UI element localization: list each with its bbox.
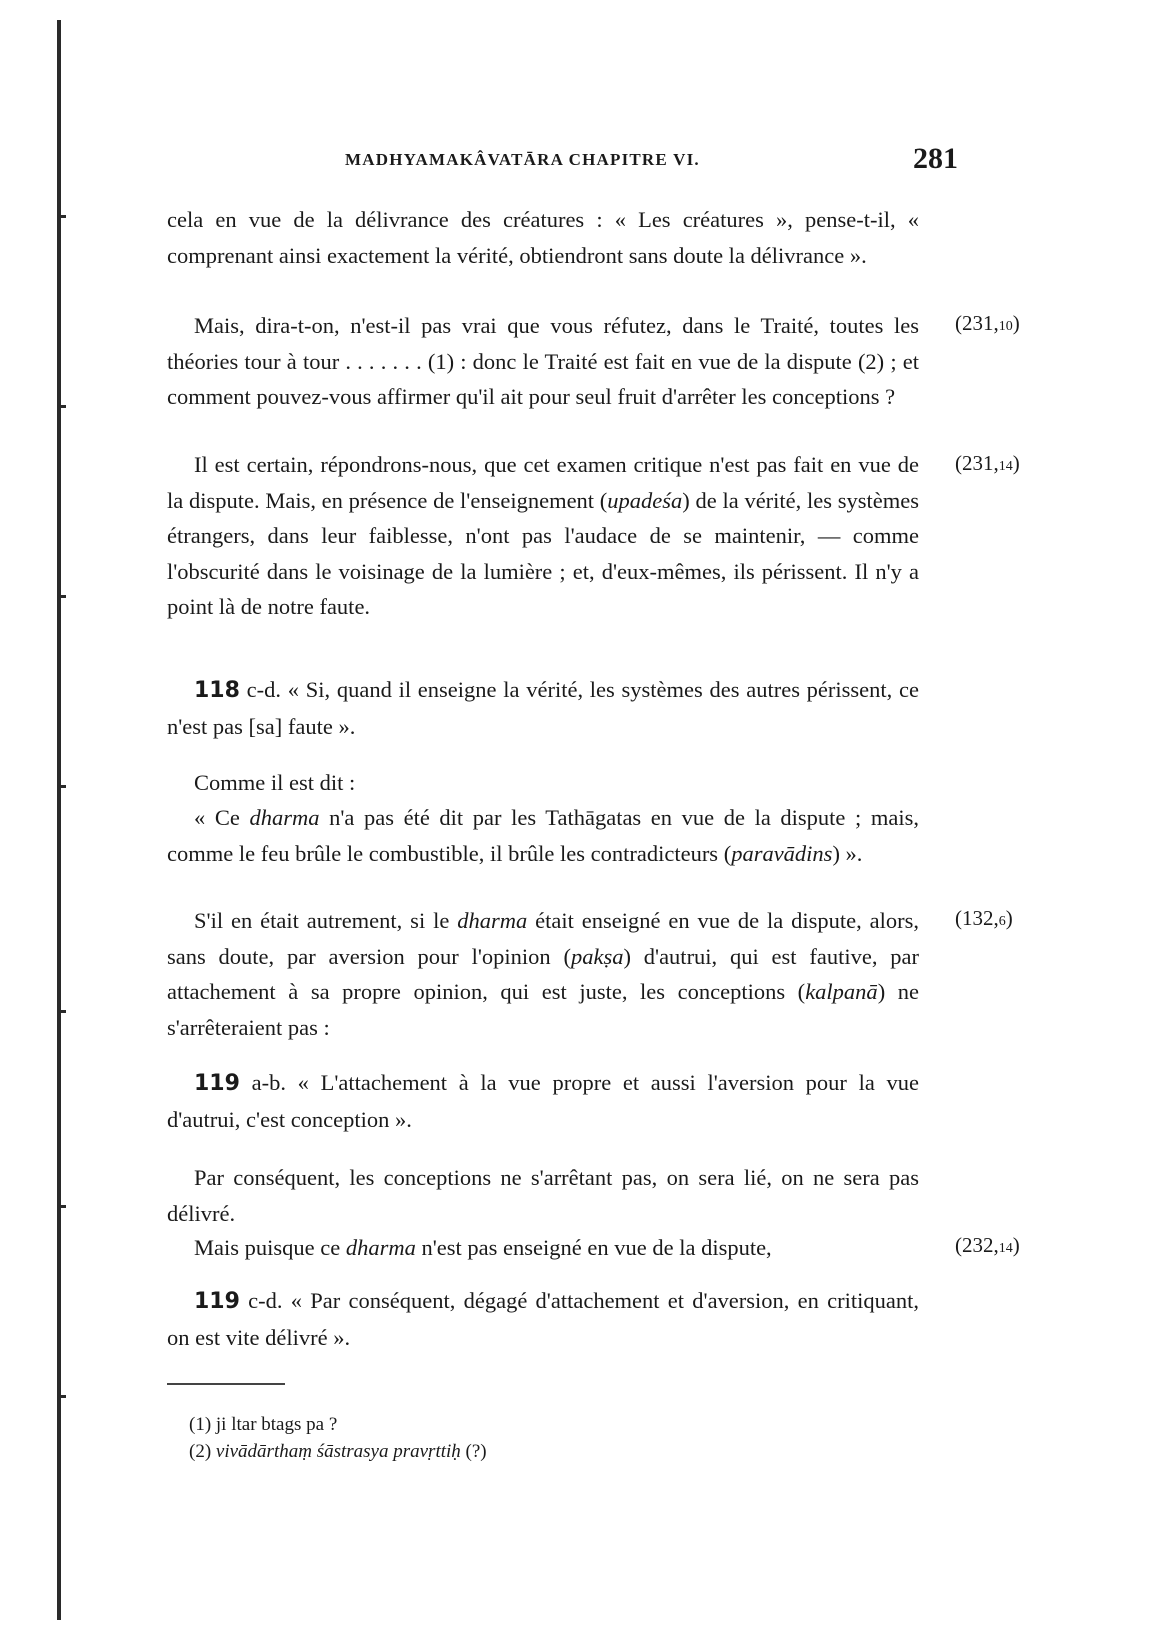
binding-mark	[60, 405, 66, 408]
binding-mark	[60, 215, 66, 218]
running-header: MADHYAMAKÂVATĀRA CHAPITRE VI.	[345, 150, 700, 169]
paragraph-8: Mais puisque ce dharma n'est pas enseigné en vue de la dispute,	[194, 1235, 772, 1260]
sanskrit-term: kalpanā	[805, 979, 878, 1004]
binding-mark	[60, 595, 66, 598]
footnote-divider	[167, 1383, 285, 1385]
sanskrit-term: upadeśa	[607, 487, 683, 513]
margin-reference: (232,14)	[955, 1233, 1020, 1257]
binding-edge	[57, 20, 61, 1620]
paragraph-6: S'il en était autrement, si le dharma était enseigné en vue de la dispute, alors, sans doute, par aversion pour l'opinion (pakṣa) d'autrui, qui est fautive, par attachement à sa propre opinion, qui est juste, les conceptions (kalpanā) ne s'arrêteraient pas :	[167, 908, 920, 1040]
margin-reference: (231,14)	[955, 451, 1020, 475]
page-number: 281	[913, 142, 958, 175]
sanskrit-term: dharma	[345, 1235, 416, 1260]
footnote-2: (2) vivādārthaṃ śāstrasya pravṛttiḥ (?)	[189, 1441, 487, 1462]
margin-reference: (132,6)	[955, 906, 1013, 930]
verse-118: 118 c-d. « Si, quand il enseigne la vérité, les systèmes des autres périssent, ce n'est pas [sa] faute ».	[167, 677, 919, 739]
paragraph-1: cela en vue de la délivrance des créatures : « Les créatures », pense-t-il, « comprenant ainsi exactement la vérité, obtiendront sans doute la délivrance ».	[167, 207, 919, 268]
verse-119-cd: 119 c-d. « Par conséquent, dégagé d'attachement et d'aversion, en critiquant, on est vite délivré ».	[167, 1288, 919, 1350]
binding-mark	[60, 1205, 66, 1208]
paragraph-3: Il est certain, répondrons-nous, que cet examen critique n'est pas fait en vue de la dispute. Mais, en présence de l'enseignement (upadeśa) de la vérité, les systèmes étrangers, dans leur faiblesse, n'ont pas l'audace de se maintenir, — comme l'obscurité dans le voisinage de la lumière ; et, d'eux-mêmes, ils périssent. Il n'y a point là de notre faute.	[167, 452, 919, 619]
sanskrit-term: dharma	[457, 908, 528, 933]
binding-mark	[60, 1395, 66, 1398]
quotation: « Ce dharma n'a pas été dit par les Tathāgatas en vue de la dispute ; mais, comme le feu brûle le combustible, il brûle les contradicteurs (paravādins) ».	[167, 805, 919, 866]
verse-number: 119	[194, 1289, 240, 1314]
sanskrit-term: pakṣa	[570, 943, 624, 969]
binding-mark	[60, 785, 66, 788]
binding-mark	[60, 1010, 66, 1013]
verse-119-ab: 119 a-b. « L'attachement à la vue propre et aussi l'aversion pour la vue d'autrui, c'est conception ».	[167, 1070, 919, 1132]
footnote-1: (1) ji ltar btags pa ?	[189, 1414, 338, 1435]
sanskrit-term: paravādins	[731, 840, 833, 866]
verse-number: 119	[194, 1071, 240, 1096]
verse-number: 118	[194, 678, 240, 703]
paragraph-4: Comme il est dit :	[194, 770, 356, 795]
paragraph-7: Par conséquent, les conceptions ne s'arrêtant pas, on sera lié, on ne sera pas délivré.	[167, 1165, 919, 1226]
paragraph-2: Mais, dira-t-on, n'est-il pas vrai que vous réfutez, dans le Traité, toutes les théories tour à tour . . . . . . . (1) : donc le Traité est fait en vue de la dispute (2) ; et comment pouvez-vous affirmer qu'il ait pour seul fruit d'arrêter les conceptions ?	[167, 313, 919, 409]
margin-reference: (231,10)	[955, 311, 1020, 335]
sanskrit-term: dharma	[249, 805, 320, 830]
